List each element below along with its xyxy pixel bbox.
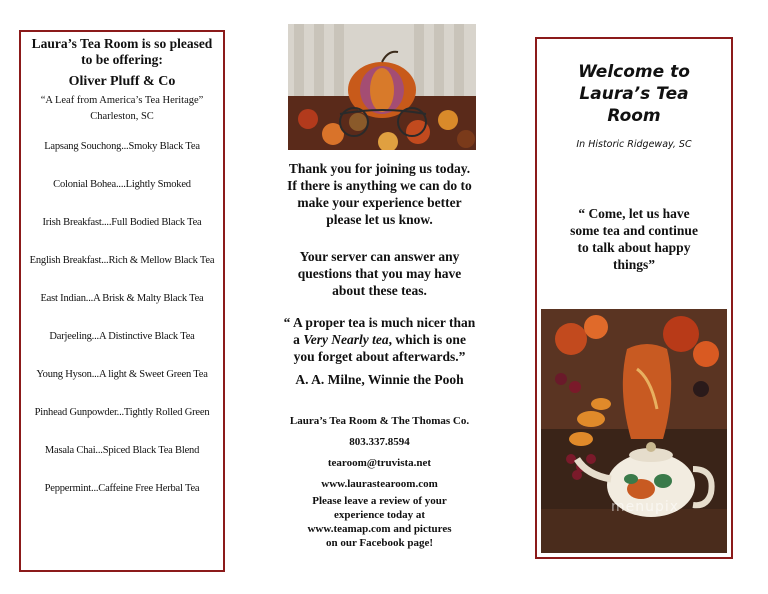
tea-item: East Indian...A Brisk & Malty Black Tea bbox=[40, 293, 204, 304]
welcome-quote-line: some tea and continue bbox=[570, 223, 698, 238]
quote-line-3: you forget about afterwards.” bbox=[293, 349, 466, 364]
review-line: experience today at bbox=[333, 509, 426, 521]
teapot-photo bbox=[541, 309, 727, 553]
welcome-title bbox=[537, 61, 731, 127]
server-line: questions that you may have bbox=[297, 266, 462, 281]
welcome-quote bbox=[547, 205, 721, 273]
review-request bbox=[272, 494, 487, 550]
quote-attribution: A. A. Milne, Winnie the Pooh bbox=[295, 372, 464, 387]
tea-item: Irish Breakfast....Full Bodied Black Tea bbox=[42, 217, 202, 228]
quote-line-1: “ A proper tea is much nicer than bbox=[283, 315, 476, 330]
review-line: on our Facebook page! bbox=[325, 537, 434, 549]
tea-item: Young Hyson...A light & Sweet Green Tea bbox=[36, 369, 208, 380]
info-panel bbox=[272, 20, 487, 580]
welcome-quote-line: “ Come, let us have bbox=[578, 206, 690, 221]
watermark-text: menupix bbox=[611, 499, 680, 515]
welcome-line: Laura’s Tea bbox=[579, 84, 689, 104]
business-name: Laura’s Tea Room & The Thomas Co. bbox=[289, 415, 470, 427]
contact-block bbox=[272, 414, 487, 498]
review-line: Please leave a review of your bbox=[312, 495, 447, 507]
website: www.laurastearoom.com bbox=[321, 478, 438, 490]
thanks-line: If there is anything we can do to bbox=[287, 178, 472, 193]
supplier-tagline: “A Leaf from America’s Tea Heritage” bbox=[40, 95, 204, 106]
milne-quote bbox=[272, 314, 487, 365]
quote-line-2: a Very Nearly tea, which is one bbox=[293, 332, 466, 347]
thanks-line: Thank you for joining us today. bbox=[288, 161, 471, 176]
welcome-quote-line: things” bbox=[612, 257, 656, 272]
server-line: about these teas. bbox=[332, 283, 427, 298]
supplier-name: Oliver Pluff & Co bbox=[68, 74, 176, 89]
tea-item: Colonial Bohea....Lightly Smoked bbox=[53, 179, 191, 190]
phone-number: 803.337.8594 bbox=[349, 436, 410, 448]
location-subtitle: In Historic Ridgeway, SC bbox=[576, 139, 692, 150]
tea-item: English Breakfast...Rich & Mellow Black Tea bbox=[29, 255, 215, 266]
tea-item: Pinhead Gunpowder...Tightly Rolled Green bbox=[34, 407, 210, 418]
email-address: tearoom@truvista.net bbox=[327, 457, 432, 469]
thanks-line: please let us know. bbox=[326, 212, 433, 227]
tea-item: Darjeeling...A Distinctive Black Tea bbox=[49, 331, 195, 342]
teapot-flowers-image bbox=[541, 309, 727, 553]
intro-text bbox=[21, 36, 223, 68]
tea-item: Lapsang Souchong...Smoky Black Tea bbox=[44, 141, 200, 152]
supplier-location: Charleston, SC bbox=[90, 111, 154, 122]
tea-item: Masala Chai...Spiced Black Tea Blend bbox=[44, 445, 200, 456]
welcome-line: Room bbox=[607, 106, 661, 126]
intro-line-1: Laura’s Tea Room is so pleased bbox=[31, 36, 213, 51]
intro-line-2: to be offering: bbox=[81, 52, 163, 67]
thanks-line: make your experience better bbox=[297, 195, 462, 210]
tea-offerings-panel bbox=[19, 30, 225, 572]
server-paragraph bbox=[272, 248, 487, 299]
welcome-panel bbox=[535, 37, 733, 559]
tea-list bbox=[21, 140, 223, 520]
pumpkin-carriage-photo bbox=[288, 24, 476, 150]
welcome-quote-line: to talk about happy bbox=[577, 240, 691, 255]
tea-item: Peppermint...Caffeine Free Herbal Tea bbox=[44, 483, 200, 494]
server-line: Your server can answer any bbox=[299, 249, 460, 264]
welcome-line: Welcome to bbox=[578, 62, 690, 82]
review-line: www.teamap.com and pictures bbox=[307, 523, 452, 535]
pumpkin-carriage-image bbox=[288, 24, 476, 150]
thanks-paragraph bbox=[272, 160, 487, 228]
